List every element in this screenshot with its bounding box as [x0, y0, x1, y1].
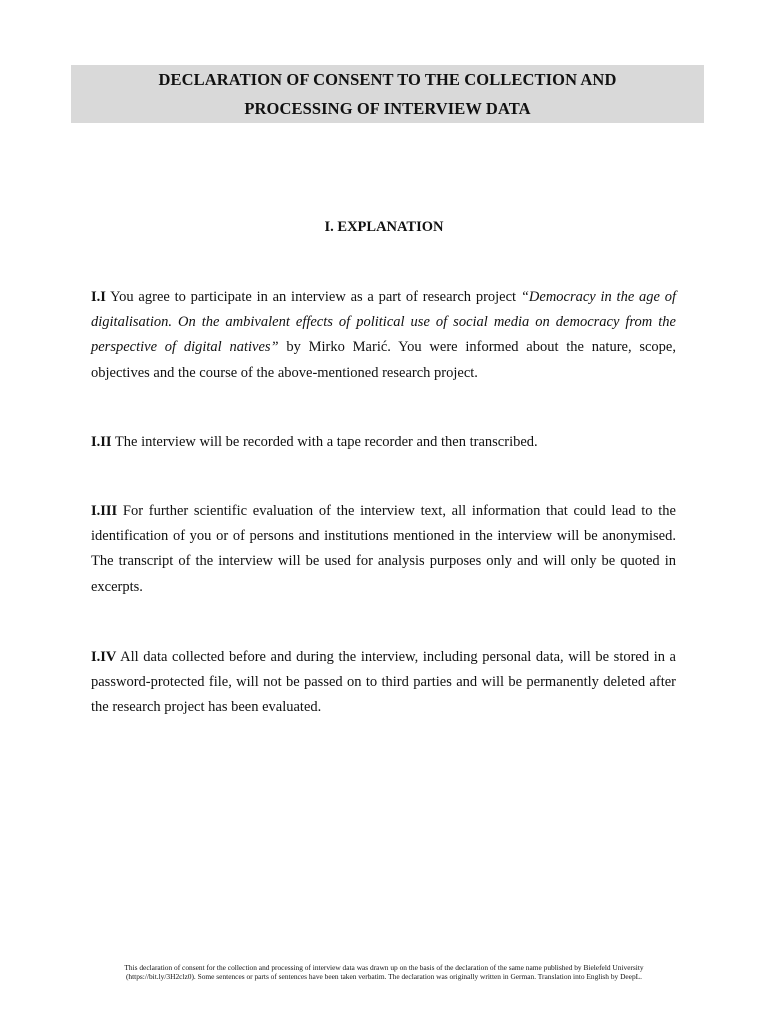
paragraph-text: The interview will be recorded with a tape recorder and then transcribed.	[111, 434, 538, 450]
paragraph-1-3	[91, 499, 676, 600]
paragraph-1-4	[91, 645, 676, 721]
paragraph-text: For further scientific evaluation of the interview text, all information that could lead to the identification of you or of persons and institutions mentioned in the interview will be anonymised. The transcript of the interview will be used for analysis purposes only and will only be quoted in excerpts.	[91, 503, 676, 595]
paragraph-text: by Mirko Marić. You were informed about the nature, scope, objectives and the course of the above-mentioned research project.	[91, 339, 676, 381]
paragraph-label: I.IV	[91, 649, 117, 665]
paragraph-1-1	[91, 285, 676, 386]
paragraph-text: All data collected before and during the interview, including personal data, will be stored in a password-protected file, will not be passed on to third parties and will be permanently deleted after the research project has been evaluated.	[91, 649, 676, 716]
paragraph-label: I.I	[91, 289, 106, 305]
paragraph-label: I.III	[91, 503, 118, 519]
section-heading: I. EXPLANATION	[324, 219, 444, 235]
title-line-2: PROCESSING OF INTERVIEW DATA	[244, 99, 531, 118]
title-line-1: DECLARATION OF CONSENT TO THE COLLECTION AND	[158, 70, 617, 89]
footnote: This declaration of consent for the collection and processing of interview data was drawn up on the basis of the declaration of the same name published by Bielefeld University (https://bit.ly/3H2clz0). Some sentences or parts of sentences have been taken verbatim. The declaration was originally written in German. Translation into English by DeepL.	[124, 963, 644, 981]
project-title: “Democracy in the age of digitalisation. On the ambivalent effects of political use of social media on democracy from the perspective of digital natives”	[91, 289, 676, 356]
document-title	[71, 65, 704, 123]
paragraph-text: You agree to participate in an interview as a part of research project	[105, 289, 521, 305]
paragraph-label: I.II	[91, 434, 112, 450]
paragraph-1-2	[91, 430, 676, 455]
